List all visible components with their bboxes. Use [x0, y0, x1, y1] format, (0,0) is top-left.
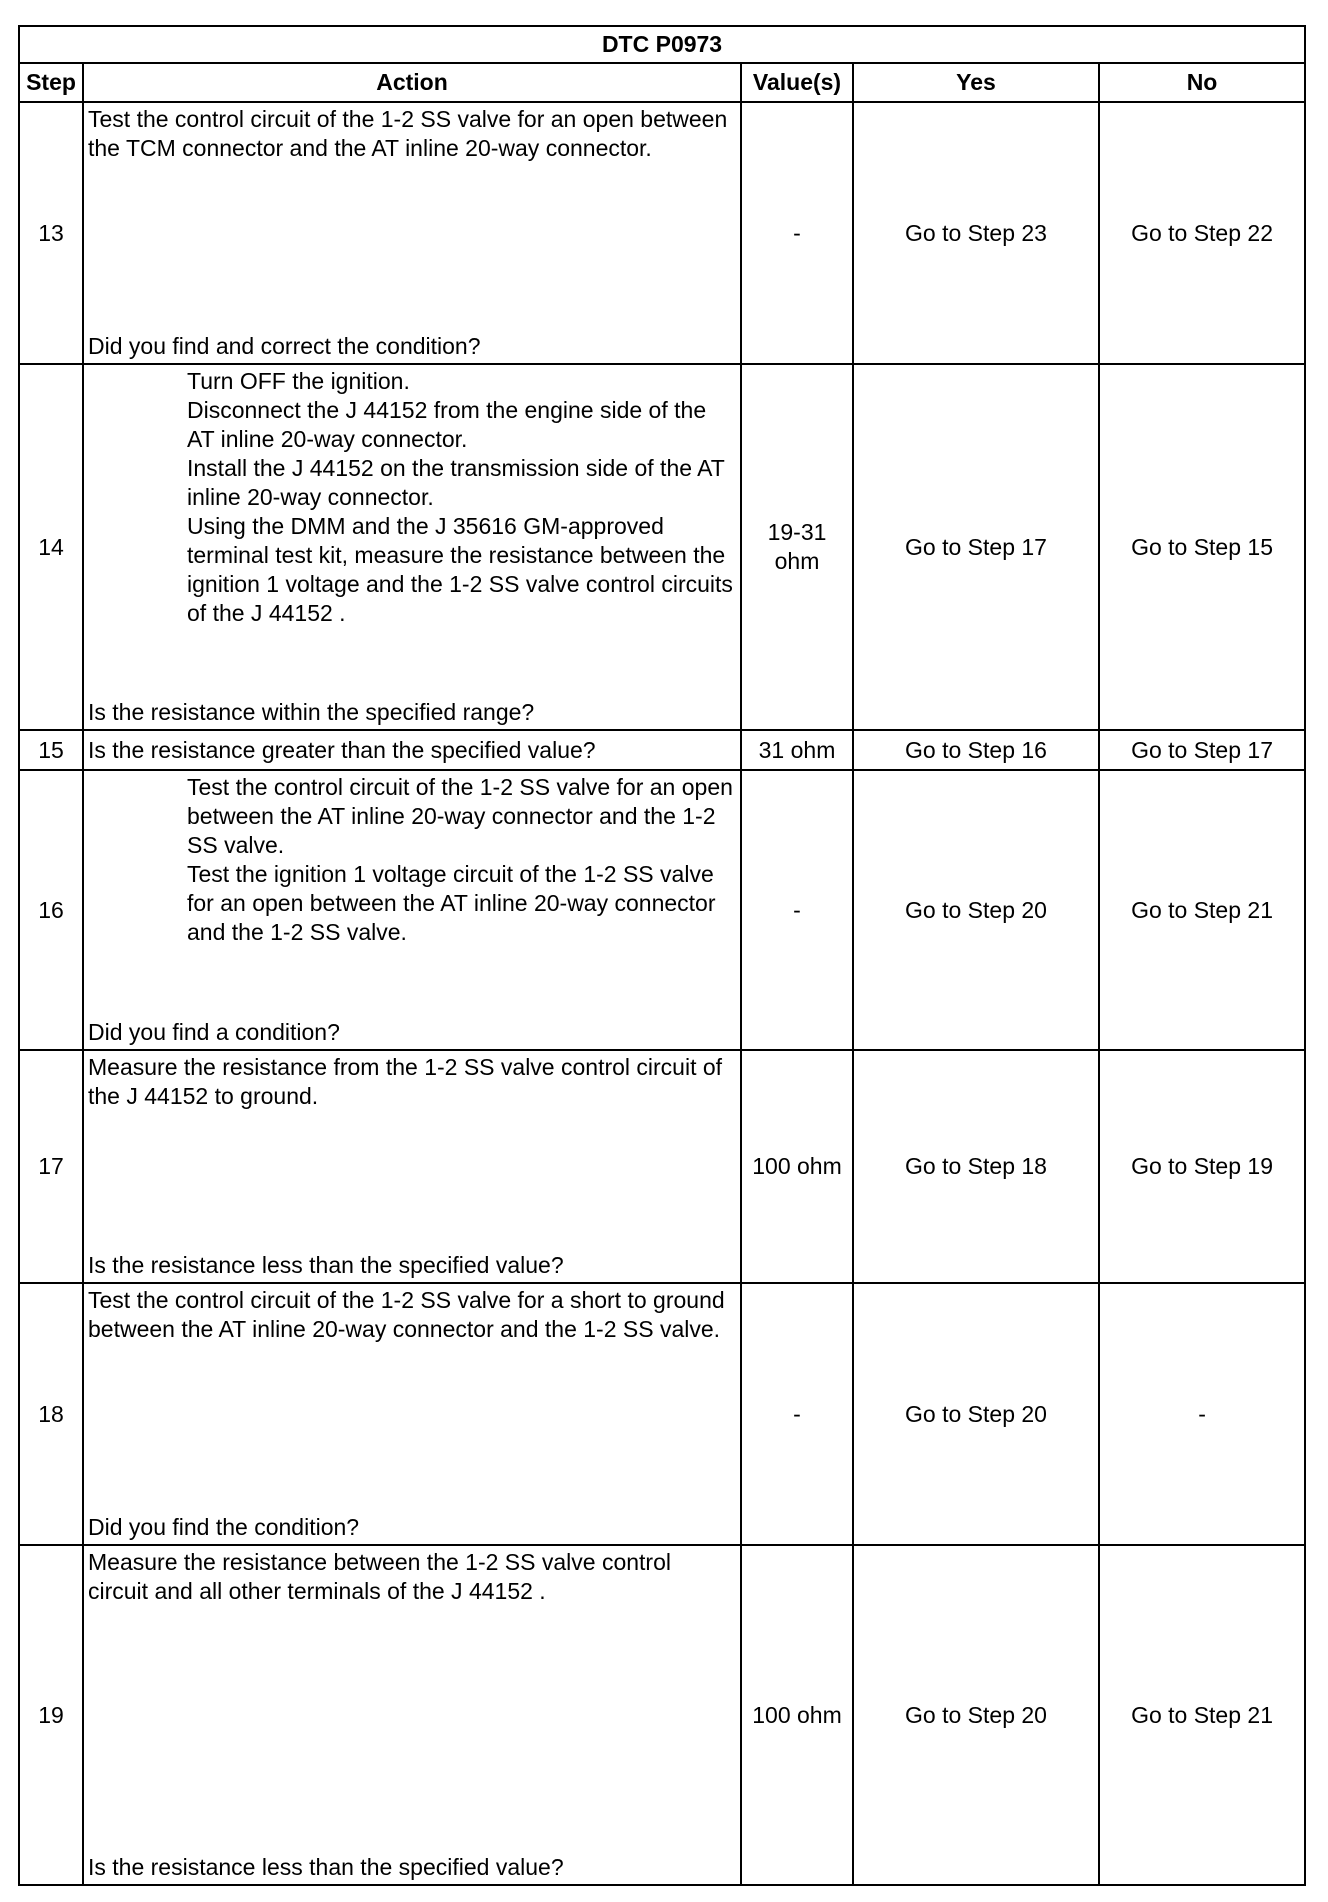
- step-number: 18: [19, 1283, 83, 1545]
- value-cell: -: [741, 102, 853, 364]
- action-text: Test the control circuit of the 1-2 SS valve for a short to ground between the AT inline 20-way connector and the 1-2 SS valve.: [88, 1287, 725, 1342]
- table-row: [19, 364, 1305, 730]
- yes-cell: Go to Step 23: [853, 102, 1099, 364]
- action-question: Did you find the condition?: [88, 1514, 360, 1540]
- value-cell: 31 ohm: [741, 730, 853, 770]
- value-cell: -: [741, 1283, 853, 1545]
- yes-cell: Go to Step 20: [853, 770, 1099, 1050]
- action-text: Measure the resistance from the 1-2 SS valve control circuit of the J 44152 to ground.: [88, 1054, 723, 1109]
- action-text: Measure the resistance between the 1-2 SS valve control circuit and all other terminals of the J 44152 .: [88, 1549, 671, 1604]
- value-cell: 100 ohm: [741, 1545, 853, 1885]
- table-row: [19, 1050, 1305, 1283]
- substep: Test the ignition 1 voltage circuit of the 1-2 SS valve for an open between the AT inline 20-way connector and the 1-2 SS valve.: [187, 861, 716, 945]
- substep: Test the control circuit of the 1-2 SS valve for an open between the AT inline 20-way connector and the 1-2 SS valve.: [187, 774, 733, 858]
- header-values: Value(s): [741, 63, 853, 102]
- action-question: Is the resistance within the specified range?: [88, 699, 535, 725]
- header-action: Action: [83, 63, 741, 102]
- table-row: [19, 730, 1305, 770]
- substep: Turn OFF the ignition.: [187, 368, 410, 394]
- table-title: DTC P0973: [19, 26, 1305, 63]
- header-yes: Yes: [853, 63, 1099, 102]
- yes-cell: Go to Step 20: [853, 1545, 1099, 1885]
- no-cell: Go to Step 21: [1099, 1545, 1305, 1885]
- no-cell: Go to Step 22: [1099, 102, 1305, 364]
- substep-list: [88, 367, 736, 628]
- no-cell: Go to Step 19: [1099, 1050, 1305, 1283]
- step-number: 16: [19, 770, 83, 1050]
- action-cell: [83, 1545, 741, 1885]
- substep: Install the J 44152 on the transmission side of the AT inline 20-way connector.: [187, 455, 725, 510]
- table-row: [19, 102, 1305, 364]
- no-cell: Go to Step 15: [1099, 364, 1305, 730]
- action-question: Is the resistance less than the specified value?: [88, 1854, 564, 1880]
- header-row: [19, 63, 1305, 102]
- action-question: Is the resistance less than the specified value?: [88, 1252, 564, 1278]
- action-cell: [83, 770, 741, 1050]
- substep: Using the DMM and the J 35616 GM-approved terminal test kit, measure the resistance between the ignition 1 voltage and the 1-2 SS valve control circuits of the J 44152 .: [187, 513, 733, 626]
- substep-list: [88, 773, 736, 947]
- action-question: Is the resistance greater than the specified value?: [83, 730, 741, 770]
- table-row: [19, 1283, 1305, 1545]
- header-step: Step: [19, 63, 83, 102]
- step-number: 15: [19, 730, 83, 770]
- header-no: No: [1099, 63, 1305, 102]
- dtc-table: [18, 25, 1306, 1886]
- step-number: 13: [19, 102, 83, 364]
- table-row: [19, 1545, 1305, 1885]
- no-cell: -: [1099, 1283, 1305, 1545]
- yes-cell: Go to Step 20: [853, 1283, 1099, 1545]
- action-question: Did you find and correct the condition?: [88, 333, 481, 359]
- step-number: 19: [19, 1545, 83, 1885]
- yes-cell: Go to Step 17: [853, 364, 1099, 730]
- yes-cell: Go to Step 18: [853, 1050, 1099, 1283]
- yes-cell: Go to Step 16: [853, 730, 1099, 770]
- substep: Disconnect the J 44152 from the engine side of the AT inline 20-way connector.: [187, 397, 707, 452]
- action-question: Did you find a condition?: [88, 1019, 340, 1045]
- table-row: [19, 770, 1305, 1050]
- action-cell: [83, 1283, 741, 1545]
- action-cell: [83, 102, 741, 364]
- value-cell: -: [741, 770, 853, 1050]
- no-cell: Go to Step 17: [1099, 730, 1305, 770]
- value-cell: 19-31 ohm: [741, 364, 853, 730]
- value-cell: 100 ohm: [741, 1050, 853, 1283]
- title-row: [19, 26, 1305, 63]
- action-cell: [83, 1050, 741, 1283]
- step-number: 17: [19, 1050, 83, 1283]
- step-number: 14: [19, 364, 83, 730]
- action-cell: [83, 364, 741, 730]
- action-text: Test the control circuit of the 1-2 SS valve for an open between the TCM connector and the AT inline 20-way connector.: [88, 106, 728, 161]
- no-cell: Go to Step 21: [1099, 770, 1305, 1050]
